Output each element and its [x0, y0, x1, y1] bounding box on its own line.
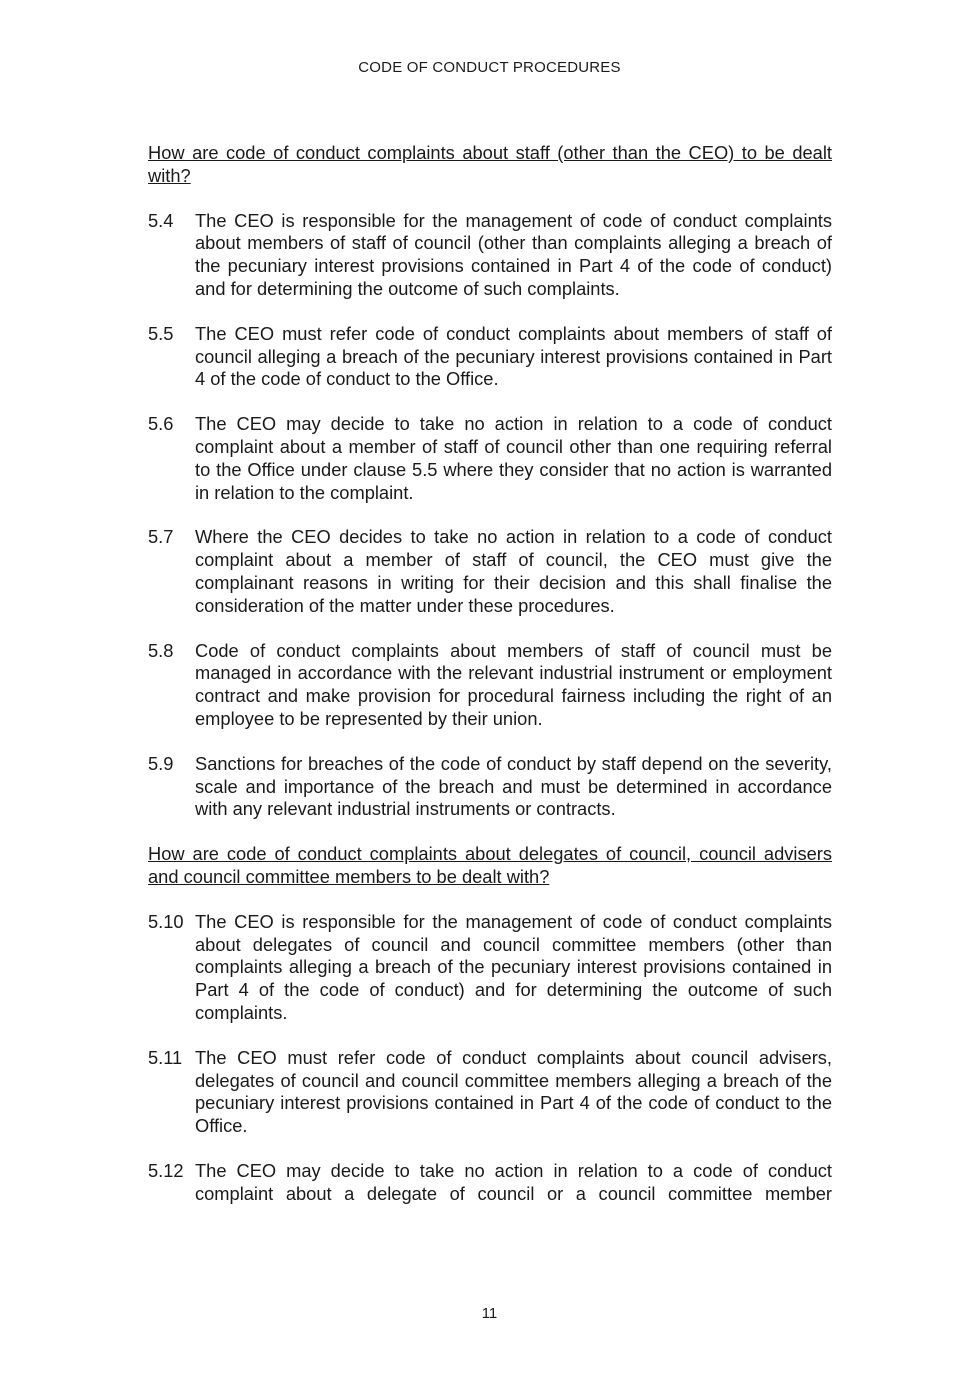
- clause-text: The CEO is responsible for the management of code of conduct complaints about delegates of council and council committee members (other than complaints alleging a breach of the pecuniary interest provisions contained in Part 4 of the code of conduct) and for determining the outcome of such complaints.: [195, 910, 832, 1023]
- clause-number: 5.7: [148, 526, 174, 548]
- clause-text: The CEO may decide to take no action in relation to a code of conduct complaint about a delegate of council or a council committee member: [195, 1159, 832, 1204]
- clause-text: The CEO is responsible for the management of code of conduct complaints about members of staff of council (other than complaints alleging a breach of the pecuniary interest provisions contained in Part 4 of the code of conduct) and for determining the outcome of such complaints.: [195, 209, 832, 299]
- clause-number: 5.4: [148, 209, 174, 231]
- clause-text: The CEO may decide to take no action in relation to a code of conduct complaint about a member of staff of council other than one requiring referral to the Office under clause 5.5 where they consider that no action is warranted in relation to the complaint.: [195, 413, 832, 503]
- clause-5-4: [148, 210, 832, 301]
- clause-text: Sanctions for breaches of the code of conduct by staff depend on the severity, scale and importance of the breach and must be determined in accordance with any relevant industrial instruments or contracts.: [195, 752, 832, 820]
- clause-number: 5.10: [148, 910, 184, 932]
- clause-5-10: [148, 911, 832, 1025]
- clause-number: 5.9: [148, 752, 174, 774]
- clause-text: Code of conduct complaints about members of staff of council must be managed in accordance with the relevant industrial instrument or employment contract and make provision for procedural fairness including the right of an employee to be represented by their union.: [195, 639, 832, 729]
- clause-5-5: [148, 323, 832, 391]
- section-heading-staff: How are code of conduct complaints about staff (other than the CEO) to be dealt with?: [148, 142, 832, 186]
- clause-number: 5.5: [148, 322, 174, 344]
- clause-text: The CEO must refer code of conduct complaints about council advisers, delegates of council and council committee members alleging a breach of the pecuniary interest provisions contained in Part 4 of the code of conduct to the Office.: [195, 1046, 832, 1137]
- running-header: CODE OF CONDUCT PROCEDURES: [358, 59, 621, 76]
- clause-5-12: [148, 1160, 832, 1206]
- clause-number: 5.8: [148, 639, 174, 661]
- clause-5-6: [148, 413, 832, 504]
- clause-5-7: [148, 526, 832, 617]
- page-number: 11: [481, 1305, 498, 1322]
- clause-text: Where the CEO decides to take no action in relation to a code of conduct complaint about a member of staff of council, the CEO must give the complainant reasons in writing for their decision and this shall finalise the consideration of the matter under these procedures.: [195, 526, 832, 616]
- clause-text: The CEO must refer code of conduct complaints about members of staff of council alleging a breach of the pecuniary interest provisions contained in Part 4 of the code of conduct to the Office.: [195, 322, 832, 390]
- clause-5-9: [148, 753, 832, 821]
- clause-5-11: [148, 1047, 832, 1138]
- page-body: [148, 142, 832, 1227]
- clause-number: 5.6: [148, 413, 174, 435]
- clause-number: 5.11: [148, 1046, 183, 1068]
- section-heading-delegates: How are code of conduct complaints about delegates of council, council advisers and council committee members to be dealt with?: [148, 843, 832, 887]
- clause-number: 5.12: [148, 1159, 184, 1181]
- clause-5-8: [148, 640, 832, 731]
